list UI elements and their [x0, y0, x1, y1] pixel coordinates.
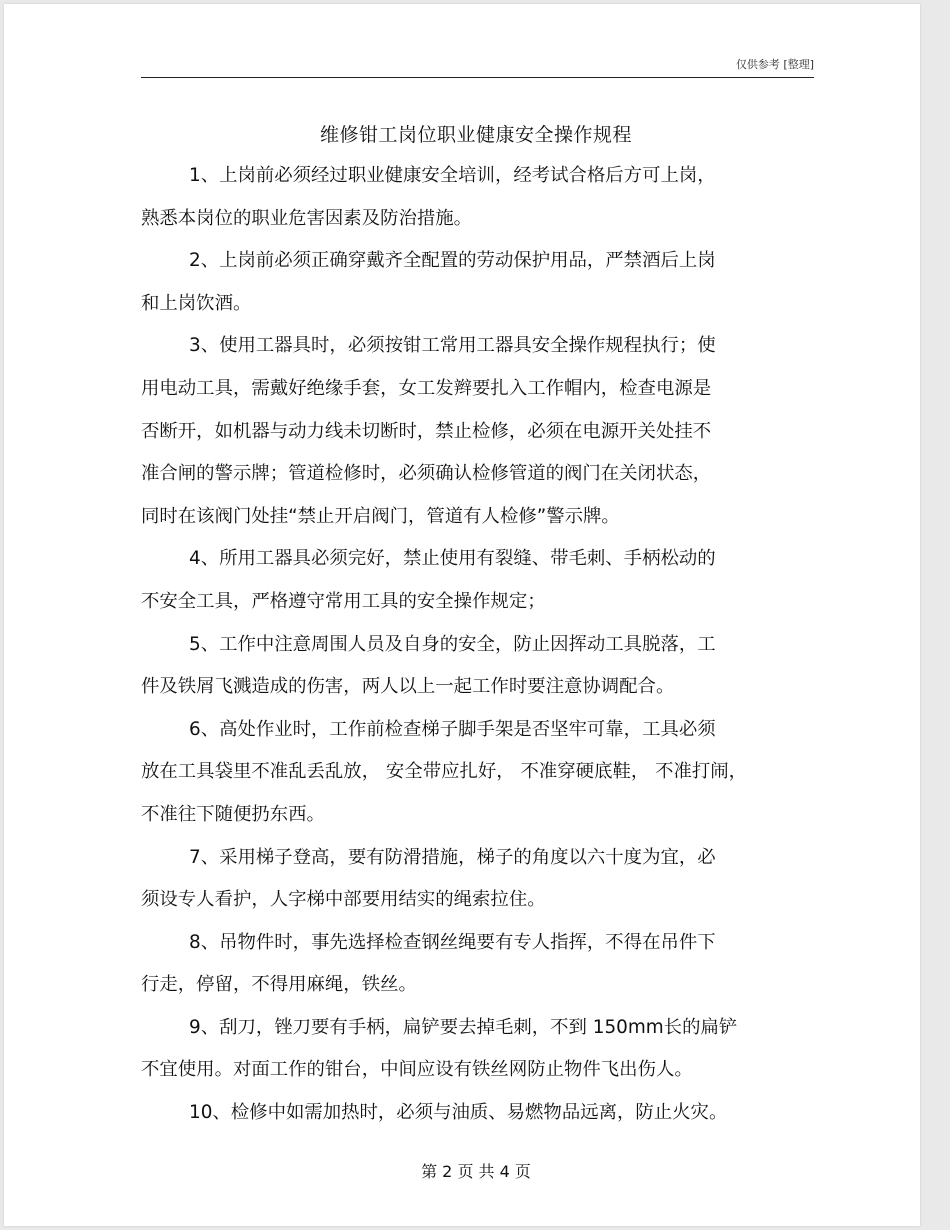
- paragraph-line: 6、高处作业时，工作前检查梯子脚手架是否坚牢可靠，工具必须: [189, 718, 716, 740]
- paragraph-line: 行走，停留，不得用麻绳，铁丝。: [141, 974, 417, 996]
- paragraph-line: 否断开，如机器与动力线未切断时，禁止检修，必须在电源开关处挂不: [141, 420, 712, 442]
- paragraph: [141, 715, 811, 843]
- document-title: 维修钳工岗位职业健康安全操作规程: [319, 124, 632, 146]
- paragraph: [141, 928, 811, 1013]
- paragraph-line: 同时在该阀门处挂“禁止开启阀门，管道有人检修”警示牌。: [141, 505, 620, 527]
- paragraph-line: 1、上岗前必须经过职业健康安全培训，经考试合格后方可上岗，: [189, 165, 716, 186]
- paragraph: [141, 843, 811, 928]
- header-divider: [141, 77, 814, 78]
- paragraph-line: 9、刮刀，锉刀要有手柄，扁铲要去掉毛刺，不到 150mm长的扁铲: [189, 1016, 738, 1038]
- paragraph-line: 2、上岗前必须正确穿戴齐全配置的劳动保护用品，严禁酒后上岗: [189, 250, 716, 272]
- paragraph-line: 不准往下随便扔东西。: [141, 803, 325, 825]
- paragraph-line: 不宜使用。对面工作的钳台，中间应设有铁丝网防止物件飞出伤人。: [141, 1059, 693, 1081]
- paragraph-line: 件及铁屑飞溅造成的伤害，两人以上一起工作时要注意协调配合。: [141, 676, 675, 698]
- paragraph: [141, 331, 811, 544]
- paragraph: [141, 630, 811, 715]
- paragraph-line: 5、工作中注意周围人员及自身的安全，防止因挥动工具脱落，工: [189, 633, 716, 655]
- paragraph-line: 7、采用梯子登高，要有防滑措施，梯子的角度以六十度为宜，必: [189, 846, 716, 868]
- paragraph-line: 和上岗饮酒。: [141, 292, 252, 314]
- paragraph-line: 4、所用工器具必须完好，禁止使用有裂缝、带毛刺、手柄松动的: [189, 548, 716, 570]
- page-footer: 第 2 页 共 4 页: [421, 1162, 531, 1181]
- paragraph: [141, 1098, 811, 1141]
- paragraph-line: 8、吊物件时，事先选择检查钢丝绳要有专人指挥，不得在吊件下: [189, 931, 716, 953]
- paragraph-line: 准合闸的警示牌；管道检修时，必须确认检修管道的阀门在关闭状态，: [141, 463, 712, 485]
- paragraph: [141, 246, 811, 331]
- paragraph-line: 3、使用工器具时，必须按钳工常用工器具安全操作规程执行；使: [189, 335, 716, 357]
- paragraph-line: 放在工具袋里不准乱丢乱放， 安全带应扎好， 不准穿硬底鞋， 不准打闹，: [141, 761, 748, 783]
- paragraph: [141, 161, 811, 246]
- paragraph-line: 不安全工具，严格遵守常用工具的安全操作规定；: [141, 590, 546, 612]
- paragraph-line: 熟悉本岗位的职业危害因素及防治措施。: [141, 207, 473, 229]
- paragraph: [141, 544, 811, 629]
- page-header: 仅供参考 [整理]: [735, 58, 814, 71]
- paragraph-line: 须设专人看护，人字梯中部要用结实的绳索拉住。: [141, 889, 546, 911]
- document-body: [141, 161, 811, 1141]
- document-page: [4, 4, 920, 1226]
- paragraph: [141, 1013, 811, 1098]
- paragraph-line: 10、检修中如需加热时，必须与油质、易燃物品远离，防止火灾。: [189, 1102, 728, 1124]
- paragraph-line: 用电动工具，需戴好绝缘手套，女工发辫要扎入工作帽内，检查电源是: [141, 377, 712, 399]
